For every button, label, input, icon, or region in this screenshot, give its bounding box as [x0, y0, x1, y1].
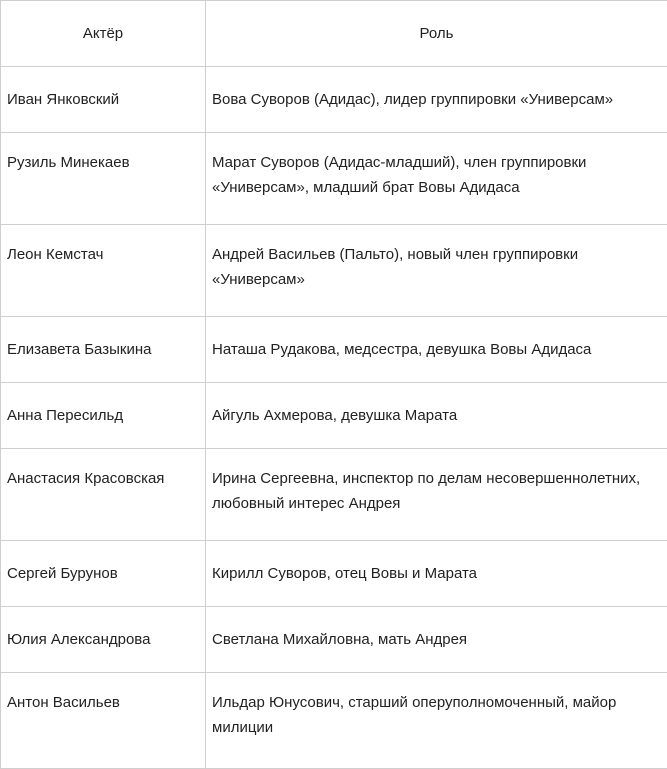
table-row: [1, 607, 667, 673]
role-cell: Ильдар Юнусович, старший оперуполномоченный, майор милиции: [206, 673, 667, 769]
actor-cell: Анастасия Красовская: [1, 449, 206, 541]
role-cell: Марат Суворов (Адидас-младший), член группировки «Универсам», младший брат Вовы Адидаса: [206, 133, 667, 225]
table-row: [1, 449, 667, 541]
role-cell: Наташа Рудакова, медсестра, девушка Вовы Адидаса: [206, 317, 667, 383]
role-cell: Ирина Сергеевна, инспектор по делам несовершеннолетних, любовный интерес Андрея: [206, 449, 667, 541]
table-row: [1, 133, 667, 225]
role-cell: Айгуль Ахмерова, девушка Марата: [206, 383, 667, 449]
table-row: [1, 67, 667, 133]
table-row: [1, 541, 667, 607]
actor-cell: Анна Пересильд: [1, 383, 206, 449]
actor-cell: Елизавета Базыкина: [1, 317, 206, 383]
header-role: Роль: [206, 1, 667, 67]
actor-cell: Юлия Александрова: [1, 607, 206, 673]
table-row: [1, 673, 667, 769]
actor-cell: Сергей Бурунов: [1, 541, 206, 607]
table-header-row: [1, 1, 667, 67]
actor-cell: Рузиль Минекаев: [1, 133, 206, 225]
header-actor: Актёр: [1, 1, 206, 67]
role-cell: Светлана Михайловна, мать Андрея: [206, 607, 667, 673]
actor-cell: Антон Васильев: [1, 673, 206, 769]
table-row: [1, 317, 667, 383]
actor-cell: Иван Янковский: [1, 67, 206, 133]
table-row: [1, 225, 667, 317]
role-cell: Кирилл Суворов, отец Вовы и Марата: [206, 541, 667, 607]
role-cell: Андрей Васильев (Пальто), новый член группировки «Универсам»: [206, 225, 667, 317]
table-row: [1, 383, 667, 449]
role-cell: Вова Суворов (Адидас), лидер группировки «Универсам»: [206, 67, 667, 133]
actor-cell: Леон Кемстач: [1, 225, 206, 317]
